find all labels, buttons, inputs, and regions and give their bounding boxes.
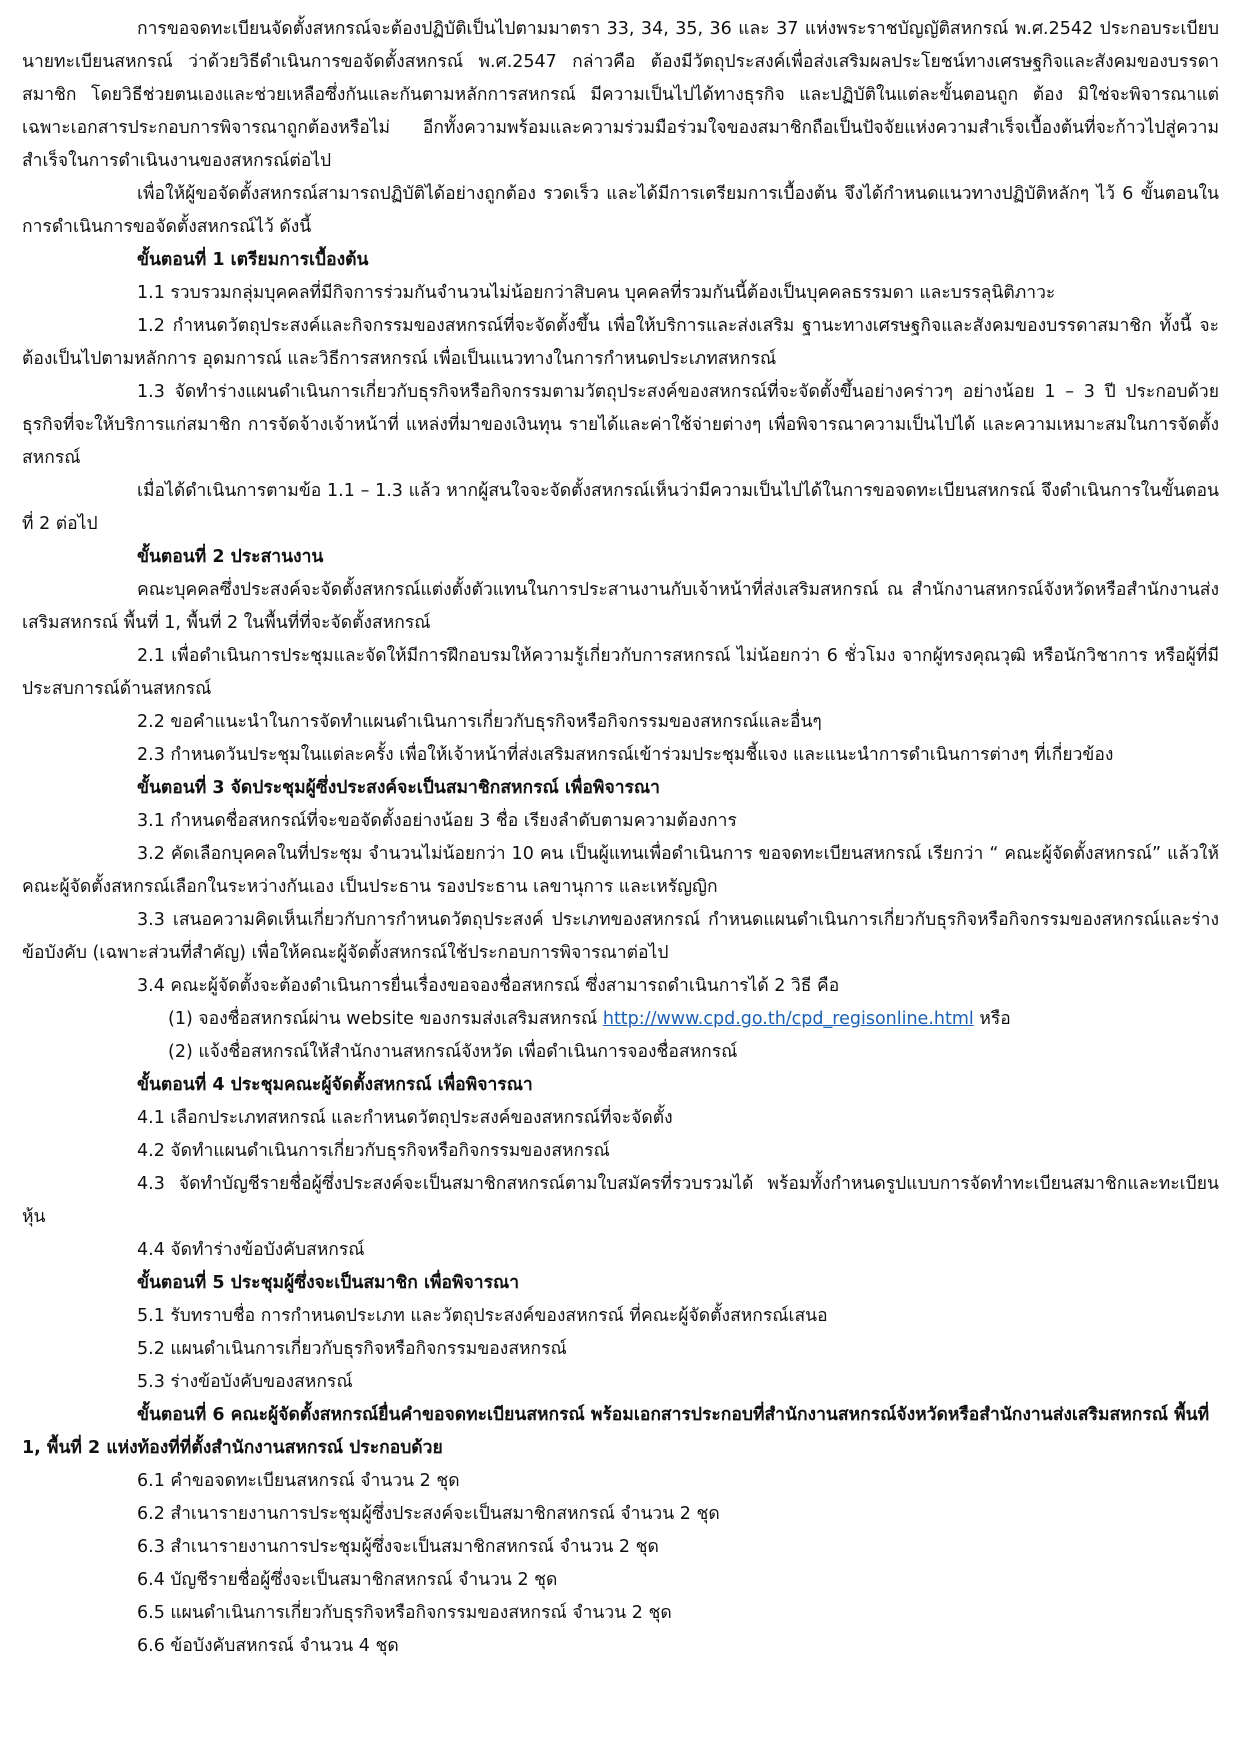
step-6-item-1: 6.1 คำขอจดทะเบียนสหกรณ์ จำนวน 2 ชุด bbox=[137, 1471, 460, 1491]
step-4-item-3: 4.3 จัดทำบัญชีรายชื่อผู้ซึ่งประสงค์จะเป็นสมาชิกสหกรณ์ตามใบสมัครที่รวบรวมได้ พร้อมทั้งกำหนดรูปแบบการจัดทำทะเบียนสมาชิกและทะเบียนหุ้น bbox=[22, 1174, 1219, 1227]
step-4-item-4: 4.4 จัดทำร่างข้อบังคับสหกรณ์ bbox=[137, 1240, 365, 1260]
step-6-heading: ขั้นตอนที่ 6 คณะผู้จัดตั้งสหกรณ์ยื่นคำขอจดทะเบียนสหกรณ์ พร้อมเอกสารประกอบที่สำนักงานสหกรณ์จังหวัดหรือสำนักงานส่งเสริมสหกรณ์ พื้นที่ 1, พื้นที่ 2 แห่งท้องที่ที่ตั้งสำนักงานสหกรณ์ ประกอบด้วย bbox=[22, 1405, 1210, 1458]
intro-section bbox=[22, 13, 1219, 244]
step-4-item-1: 4.1 เลือกประเภทสหกรณ์ และกำหนดวัตถุประสงค์ของสหกรณ์ที่จะจัดตั้ง bbox=[137, 1108, 673, 1128]
step-2-item-2: 2.2 ขอคำแนะนำในการจัดทำแผนดำเนินการเกี่ยวกับธุรกิจหรือกิจกรรมของสหกรณ์และอื่นๆ bbox=[137, 712, 822, 732]
step-5-heading: ขั้นตอนที่ 5 ประชุมผู้ซึ่งจะเป็นสมาชิก เพื่อพิจารณา bbox=[137, 1273, 520, 1293]
step-3-item-1: 3.1 กำหนดชื่อสหกรณ์ที่จะขอจัดตั้งอย่างน้อย 3 ชื่อ เรียงลำดับตามความต้องการ bbox=[137, 811, 737, 831]
method-1-text: (1) จองชื่อสหกรณ์ผ่าน website ของกรมส่งเสริมสหกรณ์ bbox=[168, 1009, 598, 1029]
step-3-heading: ขั้นตอนที่ 3 จัดประชุมผู้ซึ่งประสงค์จะเป็นสมาชิกสหกรณ์ เพื่อพิจารณา bbox=[137, 778, 660, 798]
step-6-item-5: 6.5 แผนดำเนินการเกี่ยวกับธุรกิจหรือกิจกรรมของสหกรณ์ จำนวน 2 ชุด bbox=[137, 1603, 672, 1623]
step-3-item-2: 3.2 คัดเลือกบุคคลในที่ประชุม จำนวนไม่น้อยกว่า 10 คน เป็นผู้แทนเพื่อดำเนินการ ขอจดทะเบียนสหกรณ์ เรียกว่า “ คณะผู้จัดตั้งสหกรณ์” แล้วให้คณะผู้จัดตั้งสหกรณ์เลือกในระหว่างกันเอง เป็นประธาน รองประธาน เลขานุการ และเหรัญญิก bbox=[22, 844, 1220, 897]
step-2-item-1: 2.1 เพื่อดำเนินการประชุมและจัดให้มีการฝึกอบรมให้ความรู้เกี่ยวกับการสหกรณ์ ไม่น้อยกว่า 6 ชั่วโมง จากผู้ทรงคุณวุฒิ หรือนักวิชาการ หรือผู้ที่มีประสบการณ์ด้านสหกรณ์ bbox=[22, 646, 1219, 699]
step-2-section bbox=[22, 541, 1219, 772]
method-1-suffix: หรือ bbox=[979, 1009, 1011, 1029]
step-2-heading: ขั้นตอนที่ 2 ประสานงาน bbox=[137, 547, 324, 567]
step-4-item-2: 4.2 จัดทำแผนดำเนินการเกี่ยวกับธุรกิจหรือกิจกรรมของสหกรณ์ bbox=[137, 1141, 610, 1161]
step-1-heading: ขั้นตอนที่ 1 เตรียมการเบื้องต้น bbox=[137, 250, 369, 270]
step-1-item-3: 1.3 จัดทำร่างแผนดำเนินการเกี่ยวกับธุรกิจหรือกิจกรรมตามวัตถุประสงค์ของสหกรณ์ที่จะจัดตั้งขึ้นอย่างคร่าวๆ อย่างน้อย 1 – 3 ปี ประกอบด้วยธุรกิจที่จะให้บริการแก่สมาชิก การจัดจ้างเจ้าหน้าที่ แหล่งที่มาของเงินทุน รายได้และค่าใช้จ่ายต่างๆ เพื่อพิจารณาความเป็นไปได้ และความเหมาะสมในการจัดตั้งสหกรณ์ bbox=[22, 382, 1219, 468]
step-3-item-4: 3.4 คณะผู้จัดตั้งจะต้องดำเนินการยื่นเรื่องขอจองชื่อสหกรณ์ ซึ่งสามารถดำเนินการได้ 2 วิธี คือ bbox=[137, 976, 840, 996]
step-1-item-2: 1.2 กำหนดวัตถุประสงค์และกิจกรรมของสหกรณ์ที่จะจัดตั้งขึ้น เพื่อให้บริการและส่งเสริม ฐานะทางเศรษฐกิจและสังคมของบรรดาสมาชิก ทั้งนี้ จะต้องเป็นไปตามหลักการ อุดมการณ์ และวิธีการสหกรณ์ เพื่อเป็นแนวทางในการกำหนดประเภทสหกรณ์ bbox=[22, 316, 1219, 369]
step-1-note: เมื่อได้ดำเนินการตามข้อ 1.1 – 1.3 แล้ว หากผู้สนใจจะจัดตั้งสหกรณ์เห็นว่ามีความเป็นไปได้ในการขอจดทะเบียนสหกรณ์ จึงดำเนินการในขั้นตอนที่ 2 ต่อไป bbox=[22, 481, 1219, 534]
step-6-section bbox=[22, 1399, 1219, 1663]
intro-paragraph-2: เพื่อให้ผู้ขอจัดตั้งสหกรณ์สามารถปฏิบัติได้อย่างถูกต้อง รวดเร็ว และได้มีการเตรียมการเบื้องต้น จึงได้กำหนดแนวทางปฏิบัติหลักๆ ไว้ 6 ขั้นตอนในการดำเนินการขอจัดตั้งสหกรณ์ไว้ ดังนี้ bbox=[22, 184, 1219, 237]
step-5-item-3: 5.3 ร่างข้อบังคับของสหกรณ์ bbox=[137, 1372, 353, 1392]
step-6-item-2: 6.2 สำเนารายงานการประชุมผู้ซึ่งประสงค์จะเป็นสมาชิกสหกรณ์ จำนวน 2 ชุด bbox=[137, 1504, 720, 1524]
step-3-method-1 bbox=[22, 1003, 1219, 1036]
step-1-item-1: 1.1 รวบรวมกลุ่มบุคคลที่มีกิจการร่วมกันจำนวนไม่น้อยกว่าสิบคน บุคคลที่รวมกันนี้ต้องเป็นบุคคลธรรมดา และบรรลุนิติภาวะ bbox=[137, 283, 1056, 303]
step-5-section bbox=[22, 1267, 1219, 1399]
step-5-item-1: 5.1 รับทราบชื่อ การกำหนดประเภท และวัตถุประสงค์ของสหกรณ์ ที่คณะผู้จัดตั้งสหกรณ์เสนอ bbox=[137, 1306, 828, 1326]
step-6-item-6: 6.6 ข้อบังคับสหกรณ์ จำนวน 4 ชุด bbox=[137, 1636, 399, 1656]
step-6-item-3: 6.3 สำเนารายงานการประชุมผู้ซึ่งจะเป็นสมาชิกสหกรณ์ จำนวน 2 ชุด bbox=[137, 1537, 659, 1557]
intro-paragraph-1: การขอจดทะเบียนจัดตั้งสหกรณ์จะต้องปฏิบัติเป็นไปตามมาตรา 33, 34, 35, 36 และ 37 แห่งพระราชบัญญัติสหกรณ์ พ.ศ.2542 ประกอบระเบียบนายทะเบียนสหกรณ์ ว่าด้วยวิธีดำเนินการขอจัดตั้งสหกรณ์ พ.ศ.2547 กล่าวคือ ต้องมีวัตถุประสงค์เพื่อส่งเสริมผลประโยชน์ทางเศรษฐกิจและสังคมของบรรดาสมาชิก โดยวิธีช่วยตนเองและช่วยเหลือซึ่งกันและกันตามหลักการสหกรณ์ มีความเป็นไปได้ทางธุรกิจ และปฏิบัติในแต่ละขั้นตอนถูก ต้อง มิใช่จะพิจารณาแต่เฉพาะเอกสารประกอบการพิจารณาถูกต้องหรือไม่ อีกทั้งความพร้อมและความร่วมมือร่วมใจของสมาชิกถือเป็นปัจจัยแห่งความสำเร็จเบื้องต้นที่จะก้าวไปสู่ความสำเร็จในการดำเนินงานของสหกรณ์ต่อไป bbox=[22, 19, 1219, 171]
step-1-section bbox=[22, 244, 1219, 541]
step-4-heading: ขั้นตอนที่ 4 ประชุมคณะผู้จัดตั้งสหกรณ์ เพื่อพิจารณา bbox=[137, 1075, 533, 1095]
step-2-item-3: 2.3 กำหนดวันประชุมในแต่ละครั้ง เพื่อให้เจ้าหน้าที่ส่งเสริมสหกรณ์เข้าร่วมประชุมชี้แจง และแนะนำการดำเนินการต่างๆ ที่เกี่ยวข้อง bbox=[137, 745, 1114, 765]
step-3-section bbox=[22, 772, 1219, 1069]
cpd-regisonline-link[interactable]: http://www.cpd.go.th/cpd_regisonline.html bbox=[602, 1009, 974, 1029]
step-3-item-3: 3.3 เสนอความคิดเห็นเกี่ยวกับการกำหนดวัตถุประสงค์ ประเภทของสหกรณ์ กำหนดแผนดำเนินการเกี่ยวกับธุรกิจหรือกิจกรรมของสหกรณ์และร่างข้อบังคับ (เฉพาะส่วนที่สำคัญ) เพื่อให้คณะผู้จัดตั้งสหกรณ์ใช้ประกอบการพิจารณาต่อไป bbox=[22, 910, 1219, 963]
step-5-item-2: 5.2 แผนดำเนินการเกี่ยวกับธุรกิจหรือกิจกรรมของสหกรณ์ bbox=[137, 1339, 567, 1359]
step-2-intro: คณะบุคคลซึ่งประสงค์จะจัดตั้งสหกรณ์แต่งตั้งตัวแทนในการประสานงานกับเจ้าหน้าที่ส่งเสริมสหกรณ์ ณ สำนักงานสหกรณ์จังหวัดหรือสำนักงานส่งเสริมสหกรณ์ พื้นที่ 1, พื้นที่ 2 ในพื้นที่ที่จะจัดตั้งสหกรณ์ bbox=[22, 580, 1219, 633]
step-3-method-2: (2) แจ้งชื่อสหกรณ์ให้สำนักงานสหกรณ์จังหวัด เพื่อดำเนินการจองชื่อสหกรณ์ bbox=[168, 1042, 738, 1062]
step-6-item-4: 6.4 บัญชีรายชื่อผู้ซึ่งจะเป็นสมาชิกสหกรณ์ จำนวน 2 ชุด bbox=[137, 1570, 558, 1590]
step-4-section bbox=[22, 1069, 1219, 1267]
